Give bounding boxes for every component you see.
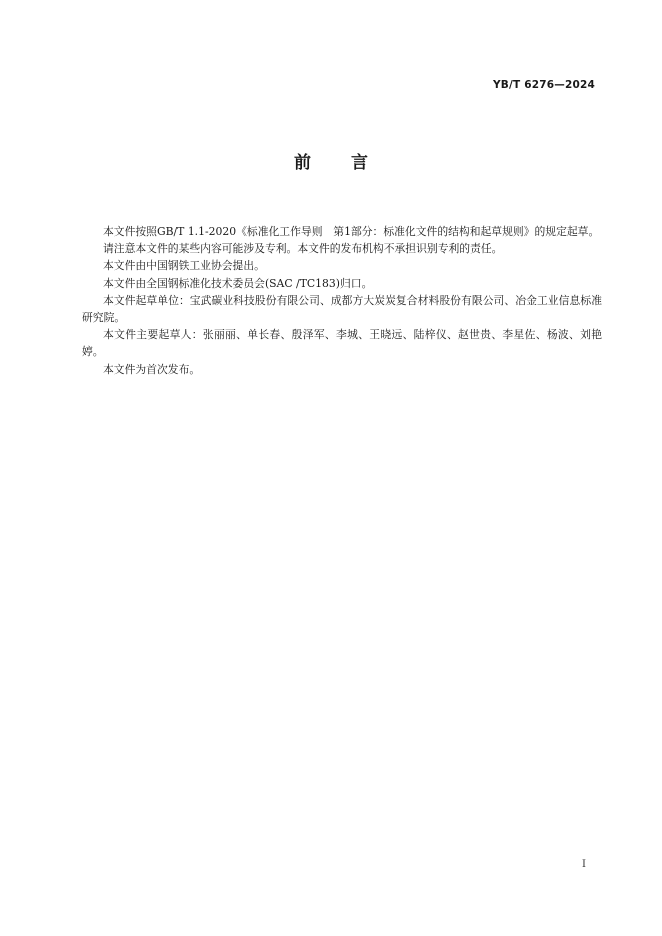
paragraph-drafting-units: 本文件起草单位：宝武碳业科技股份有限公司、成都方大炭炭复合材料股份有限公司、冶金工业信息标准研究院。 <box>82 293 602 325</box>
title-char-1: 前 <box>294 153 311 173</box>
paragraph-administrator: 本文件由全国钢标准化技术委员会(SAC /TC183)归口。 <box>103 276 373 290</box>
page-number: I <box>582 859 586 870</box>
paragraph-first-release: 本文件为首次发布。 <box>103 362 201 376</box>
paragraph-patent-notice: 请注意本文件的某些内容可能涉及专利。本文件的发布机构不承担识别专利的责任。 <box>103 242 503 256</box>
page-title <box>0 148 662 173</box>
paragraph-drafters: 本文件主要起草人：张丽丽、单长春、殷泽军、李城、王晓远、陆梓仪、赵世贵、李星佐、杨波、刘艳婷。 <box>82 328 602 359</box>
foreword-body <box>82 223 602 378</box>
paragraph-drafting-rules: 本文件按照GB/T 1.1-2020《标准化工作导则 第1部分：标准化文件的结构和起草规则》的规定起草。 <box>103 225 600 238</box>
document-code: YB/T 6276—2024 <box>492 79 595 91</box>
title-char-2: 言 <box>351 153 368 173</box>
paragraph-proposer: 本文件由中国钢铁工业协会提出。 <box>103 259 265 273</box>
